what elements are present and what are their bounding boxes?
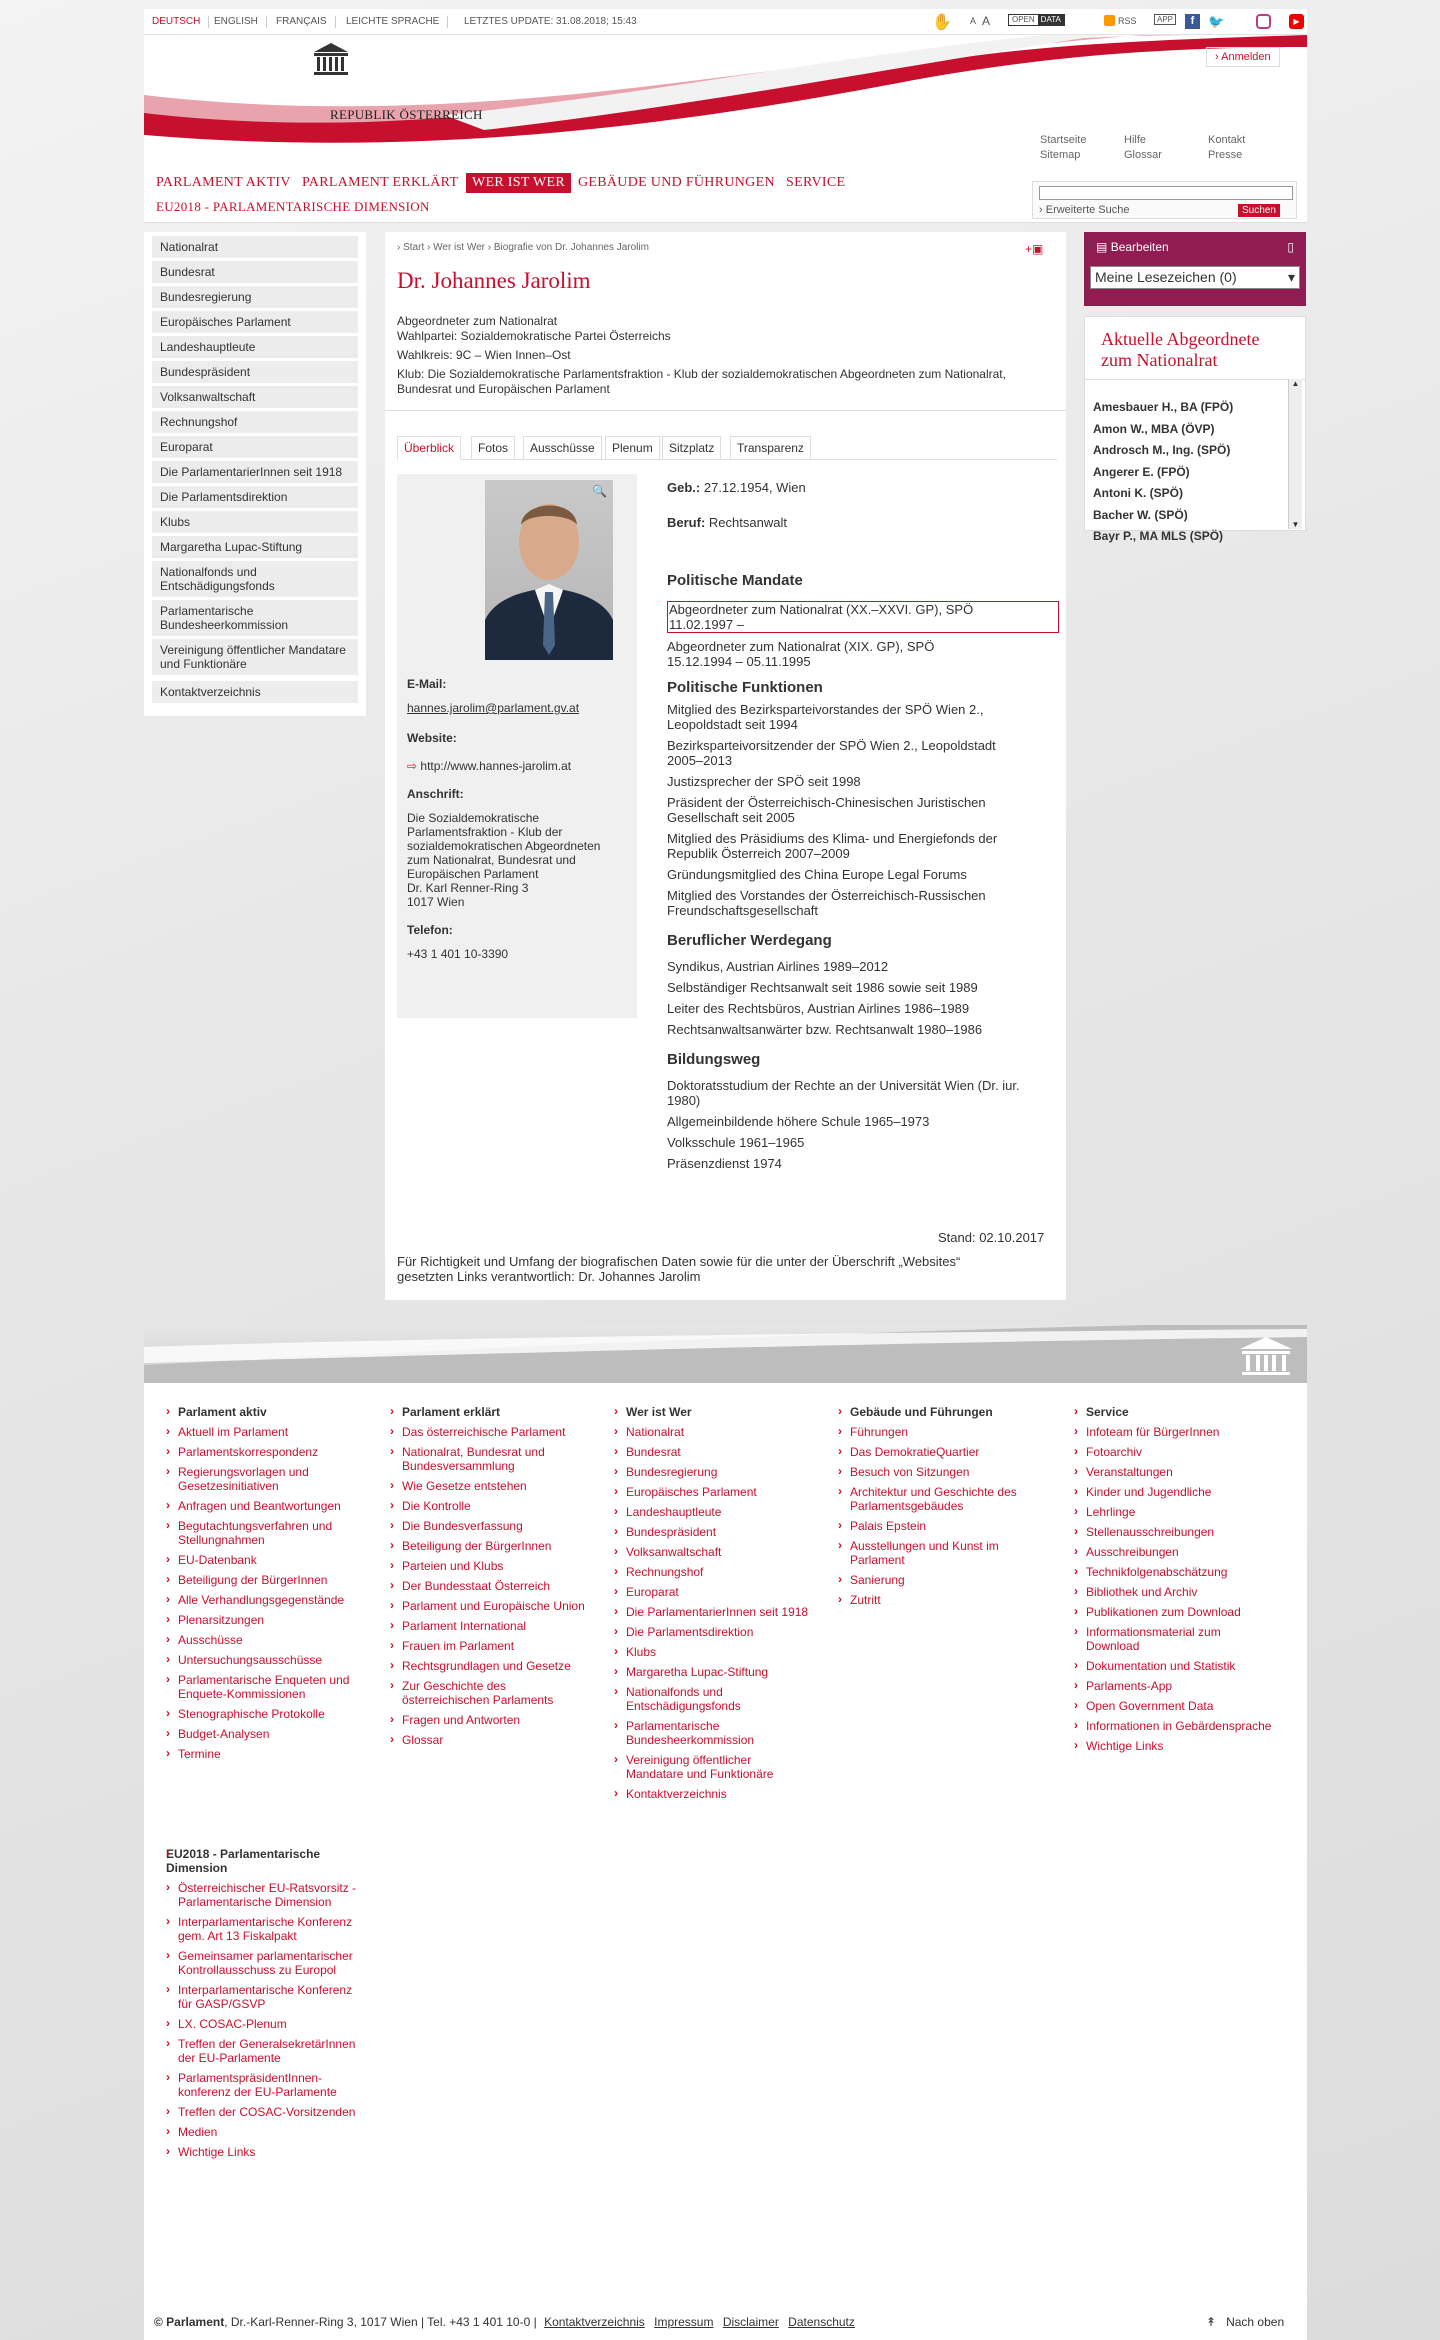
function-line: Mitglied des Bezirksparteivorstandes der SPÖ Wien 2., bbox=[667, 702, 984, 717]
sidebar-item[interactable]: Europarat bbox=[152, 436, 358, 458]
footer-link[interactable]: › Bundesregierung bbox=[614, 1465, 809, 1479]
function-item bbox=[667, 738, 1059, 768]
footer-banner bbox=[144, 1325, 1307, 1383]
bookmarks-select[interactable] bbox=[1090, 266, 1300, 289]
sign-language-icon[interactable]: ✋ bbox=[932, 14, 952, 31]
footer-link[interactable]: › Medien bbox=[166, 2125, 366, 2139]
footer-link[interactable]: › Ausschreibungen bbox=[1074, 1545, 1274, 1559]
contact-details bbox=[407, 677, 632, 961]
footer-link[interactable]: › Budget-Analysen bbox=[166, 1727, 361, 1741]
person-summary bbox=[397, 314, 1047, 397]
address-line: Dr. Karl Renner-Ring 3 bbox=[407, 881, 529, 895]
function-line: Gesellschaft seit 2005 bbox=[667, 810, 795, 825]
function-line: Leopoldstadt seit 1994 bbox=[667, 717, 798, 732]
nav-service[interactable]: SERVICE bbox=[786, 175, 846, 190]
footer-link[interactable]: › Alle Verhandlungsgegenstände bbox=[166, 1593, 361, 1607]
footer-link[interactable]: › Sanierung bbox=[838, 1573, 1033, 1587]
function-line: Mitglied des Vorstandes der Österreichisch-Russischen bbox=[667, 888, 986, 903]
login-button[interactable]: › Anmelden bbox=[1206, 47, 1280, 67]
function-item bbox=[667, 867, 1059, 882]
edit-label: Bearbeiten bbox=[1110, 240, 1169, 254]
logo-line-1: REPUBLIK ÖSTERREICH bbox=[330, 107, 483, 122]
footer-bottom bbox=[154, 2315, 855, 2329]
sidebar-item[interactable]: Parlamentarische Bundesheerkommission bbox=[152, 600, 358, 636]
footer-link[interactable]: Impressum bbox=[654, 2315, 714, 2329]
footer-column bbox=[390, 1405, 585, 1753]
footer-link[interactable]: › Parlaments-App bbox=[1074, 1679, 1274, 1693]
sidebar-item[interactable]: Rechnungshof bbox=[152, 411, 358, 433]
sidebar-item[interactable]: Bundespräsident bbox=[152, 361, 358, 383]
member-link[interactable]: Bacher W. (SPÖ) bbox=[1093, 507, 1188, 522]
footer-link[interactable]: › Parlamentarische Enqueten und Enquete-Kommissionen bbox=[166, 1673, 361, 1701]
education-line: Doktoratsstudium der Rechte an der Universität Wien (Dr. iur. bbox=[667, 1078, 1020, 1093]
footer-link[interactable]: › Aktuell im Parlament bbox=[166, 1425, 361, 1439]
scroll-down-icon[interactable]: ▼ bbox=[1291, 520, 1300, 529]
footer-link[interactable]: › Lehrlinge bbox=[1074, 1505, 1274, 1519]
lang-en[interactable]: ENGLISH bbox=[206, 16, 267, 28]
last-update: LETZTES UPDATE: 31.08.2018; 15:43 bbox=[464, 16, 637, 27]
nav-eu2018[interactable]: EU2018 - PARLAMENTARISCHE DIMENSION bbox=[156, 199, 430, 214]
bookmark-panel bbox=[1084, 232, 1306, 306]
function-line: Bezirksparteivorsitzender der SPÖ Wien 2., Leopoldstadt bbox=[667, 738, 996, 753]
footer-link[interactable]: › Infoteam für BürgerInnen bbox=[1074, 1425, 1274, 1439]
footer-link[interactable]: › Wie Gesetze entstehen bbox=[390, 1479, 585, 1493]
divider bbox=[1085, 379, 1305, 380]
bookmarks-value: Meine Lesezeichen (0) bbox=[1095, 269, 1237, 285]
function-line: 2005–2013 bbox=[667, 753, 733, 768]
function-line: Präsident der Österreichisch-Chinesischen Juristischen bbox=[667, 795, 986, 810]
footer-column bbox=[838, 1405, 1033, 1613]
footer-link[interactable]: › Führungen bbox=[838, 1425, 1033, 1439]
job-label: Beruf: bbox=[667, 515, 706, 530]
person-role: Abgeordneter zum Nationalrat bbox=[397, 314, 558, 328]
footer-link[interactable]: › Interparlamentarische Konferenz gem. Art 13 Fiskalpakt bbox=[166, 1915, 366, 1943]
phone-value: +43 1 401 10-3390 bbox=[407, 947, 509, 961]
career-item: Leiter des Rechtsbüros, Austrian Airlines 1986–1989 bbox=[667, 1001, 970, 1016]
footer-link[interactable]: › Fotoarchiv bbox=[1074, 1445, 1274, 1459]
footer-link[interactable]: › Bibliothek und Archiv bbox=[1074, 1585, 1274, 1599]
footer-column bbox=[614, 1405, 809, 1807]
footer-link[interactable]: › Parlamentskorrespondenz bbox=[166, 1445, 361, 1459]
scroll-up-icon[interactable]: ▲ bbox=[1291, 379, 1300, 388]
footer-link[interactable]: › Parlament und Europäische Union bbox=[390, 1599, 585, 1613]
education-item: Allgemeinbildende höhere Schule 1965–1973 bbox=[667, 1114, 930, 1129]
education-line: 1980) bbox=[667, 1093, 701, 1108]
nav-parlament-aktiv[interactable]: PARLAMENT AKTIV bbox=[156, 175, 291, 190]
link-kontakt[interactable]: Kontakt bbox=[1208, 134, 1246, 146]
member-link[interactable]: Androsch M., Ing. (SPÖ) bbox=[1093, 443, 1231, 457]
address-line: Die Sozialdemokratische bbox=[407, 811, 540, 825]
youtube-icon[interactable]: ▶ bbox=[1289, 14, 1304, 29]
font-large-button[interactable]: A bbox=[982, 14, 991, 28]
function-line: Republik Österreich 2007–2009 bbox=[667, 846, 850, 861]
site-header bbox=[144, 35, 1307, 165]
footer-link[interactable]: › Die Kontrolle bbox=[390, 1499, 585, 1513]
footer-link[interactable]: › Termine bbox=[166, 1747, 361, 1761]
footer-link[interactable]: › Die Bundesverfassung bbox=[390, 1519, 585, 1533]
website-label: Website: bbox=[407, 731, 457, 745]
tab-plenum[interactable]: Plenum bbox=[605, 436, 660, 460]
back-to-top-button[interactable] bbox=[1206, 2315, 1284, 2329]
sidebar-item[interactable]: Landeshauptleute bbox=[152, 336, 358, 358]
lang-easy[interactable]: LEICHTE SPRACHE bbox=[338, 16, 448, 28]
footer-link[interactable]: › Treffen der GeneralsekretärInnen der EU-Parlamente bbox=[166, 2037, 366, 2065]
footer-link[interactable]: › Europarat bbox=[614, 1585, 809, 1599]
footer-link[interactable]: › Fragen und Antworten bbox=[390, 1713, 585, 1727]
footer-link[interactable]: › Glossar bbox=[390, 1733, 585, 1747]
search-input[interactable] bbox=[1039, 186, 1293, 200]
sidebar-item[interactable]: Europäisches Parlament bbox=[152, 311, 358, 333]
facebook-icon[interactable]: f bbox=[1185, 14, 1200, 29]
footer-link[interactable]: › Stenographische Protokolle bbox=[166, 1707, 361, 1721]
function-item bbox=[667, 702, 1059, 732]
bookmark-add-icon[interactable]: +▣ bbox=[1025, 242, 1044, 256]
footer-link[interactable]: › Technikfolgenabschätzung bbox=[1074, 1565, 1274, 1579]
address-line: Parlamentsfraktion - Klub der bbox=[407, 825, 563, 839]
footer-link[interactable]: › Landeshauptleute bbox=[614, 1505, 809, 1519]
footer-link[interactable]: › Kontaktverzeichnis bbox=[614, 1787, 809, 1801]
education-item bbox=[667, 1078, 1059, 1108]
lang-fr[interactable]: FRANÇAIS bbox=[268, 16, 336, 28]
expand-icon: ▯ bbox=[1287, 240, 1294, 254]
address-line: sozialdemokratischen Abgeordneten bbox=[407, 839, 601, 853]
person-district: Wahlkreis: 9C – Wien Innen–Ost bbox=[397, 348, 571, 362]
parliament-logo-icon[interactable] bbox=[312, 43, 350, 77]
footer-link[interactable]: › Treffen der COSAC-Vorsitzenden bbox=[166, 2105, 366, 2119]
link-hilfe[interactable]: Hilfe bbox=[1124, 134, 1147, 146]
footer-column-title[interactable]: › Parlament aktiv bbox=[166, 1405, 361, 1419]
sidebar-item[interactable]: Volksanwaltschaft bbox=[152, 386, 358, 408]
sidebar-item[interactable]: Klubs bbox=[152, 511, 358, 533]
link-startseite[interactable]: Startseite bbox=[1040, 134, 1087, 146]
footer-link[interactable]: › Parlament International bbox=[390, 1619, 585, 1633]
function-item bbox=[667, 774, 1059, 789]
address-line: 1017 Wien bbox=[407, 895, 465, 909]
footer-link[interactable]: › Rechtsgrundlagen und Gesetze bbox=[390, 1659, 585, 1673]
footer-link[interactable]: › Open Government Data bbox=[1074, 1699, 1274, 1713]
footer-link[interactable]: › Anfragen und Beantwortungen bbox=[166, 1499, 361, 1513]
education-item: Volksschule 1961–1965 bbox=[667, 1135, 805, 1150]
career-item: Syndikus, Austrian Airlines 1989–2012 bbox=[667, 959, 889, 974]
footer-link[interactable]: › Ausschüsse bbox=[166, 1633, 361, 1647]
main-content bbox=[385, 232, 1066, 1300]
footer-link[interactable]: › Ausstellungen und Kunst im Parlament bbox=[838, 1539, 1033, 1567]
website-link[interactable]: http://www.hannes-jarolim.at bbox=[420, 759, 572, 773]
footer-link[interactable]: › Bundespräsident bbox=[614, 1525, 809, 1539]
footer-column-title[interactable]: › Service bbox=[1074, 1405, 1274, 1419]
breadcrumb-item: Biografie von Dr. Johannes Jarolim bbox=[493, 242, 649, 253]
logo-line-2: Parlament bbox=[330, 125, 383, 140]
footer-link[interactable]: › Europäisches Parlament bbox=[614, 1485, 809, 1499]
divider bbox=[385, 410, 1066, 411]
career-item: Rechtsanwaltsanwärter bzw. Rechtsanwalt 1980–1986 bbox=[667, 1022, 983, 1037]
born-value: 27.12.1954, Wien bbox=[703, 480, 806, 495]
footer-link[interactable]: › Veranstaltungen bbox=[1074, 1465, 1274, 1479]
education-title: Bildungsweg bbox=[667, 1051, 761, 1068]
footer-link[interactable]: › Besuch von Sitzungen bbox=[838, 1465, 1033, 1479]
function-line: Freundschaftsgesellschaft bbox=[667, 903, 819, 918]
app-link[interactable]: APP bbox=[1154, 14, 1176, 25]
footer-link[interactable]: › Palais Epstein bbox=[838, 1519, 1033, 1533]
email-label: E-Mail: bbox=[407, 677, 447, 691]
footer-swoosh bbox=[144, 1325, 1307, 1383]
edit-row[interactable] bbox=[1090, 238, 1300, 256]
footer-link[interactable]: › Beteiligung der BürgerInnen bbox=[166, 1573, 361, 1587]
footer-link[interactable]: › Stellenausschreibungen bbox=[1074, 1525, 1274, 1539]
open-data-button[interactable] bbox=[1008, 14, 1065, 26]
footer-link[interactable]: › Nationalrat, Bundesrat und Bundesversammlung bbox=[390, 1445, 585, 1473]
function-line: Gründungsmitglied des China Europe Legal Forums bbox=[667, 867, 967, 882]
sidebar-item[interactable]: Bundesrat bbox=[152, 261, 358, 283]
footer-link[interactable]: › Nationalfonds und Entschädigungsfonds bbox=[614, 1685, 809, 1713]
footer-link[interactable]: › ParlamentspräsidentInnen-konferenz der EU-Parlamente bbox=[166, 2071, 366, 2099]
footer-link[interactable]: › Architektur und Geschichte des Parlamentsgebäudes bbox=[838, 1485, 1033, 1513]
member-link[interactable]: Bayr P., MA MLS (SPÖ) bbox=[1093, 529, 1224, 543]
function-item bbox=[667, 888, 1059, 918]
footer-link[interactable]: › Die ParlamentarierInnen seit 1918 bbox=[614, 1605, 809, 1619]
functions-title: Politische Funktionen bbox=[667, 679, 823, 696]
mandate-text: Abgeordneter zum Nationalrat (XIX. GP), SPÖ bbox=[667, 639, 935, 654]
footer-link[interactable]: › Frauen im Parlament bbox=[390, 1639, 585, 1653]
footer-link[interactable]: › Zur Geschichte des österreichischen Parlaments bbox=[390, 1679, 585, 1707]
footer-link[interactable]: › Die Parlamentsdirektion bbox=[614, 1625, 809, 1639]
email-link[interactable]: hannes.jarolim@parlament.gv.at bbox=[407, 701, 580, 715]
tab-bar bbox=[397, 436, 1057, 460]
login-label: Anmelden bbox=[1221, 51, 1271, 63]
footer-link[interactable]: › Volksanwaltschaft bbox=[614, 1545, 809, 1559]
footer-link[interactable]: › Gemeinsamer parlamentarischer Kontrollausschuss zu Europol bbox=[166, 1949, 366, 1977]
mandate-item bbox=[667, 601, 1059, 633]
stand-date: Stand: 02.10.2017 bbox=[938, 1230, 1045, 1245]
mandate-date: 15.12.1994 – 05.11.1995 bbox=[667, 654, 811, 669]
footer-link[interactable]: › Dokumentation und Statistik bbox=[1074, 1659, 1274, 1673]
back-to-top-label: Nach oben bbox=[1226, 2315, 1285, 2329]
footer-link[interactable]: › Parteien und Klubs bbox=[390, 1559, 585, 1573]
footer-column bbox=[1074, 1405, 1274, 1759]
footer-link[interactable]: › EU-Datenbank bbox=[166, 1553, 361, 1567]
address-label: Anschrift: bbox=[407, 787, 464, 801]
open-data-label-2: DATA bbox=[1038, 15, 1064, 25]
address-line: zum Nationalrat, Bundesrat und bbox=[407, 853, 576, 867]
function-line: Mitglied des Präsidiums des Klima- und Energiefonds der bbox=[667, 831, 998, 846]
member-link[interactable]: Amesbauer H., BA (FPÖ) bbox=[1093, 400, 1234, 414]
breadcrumb-item[interactable]: Start bbox=[403, 242, 425, 253]
sidebar-item[interactable]: Nationalrat bbox=[152, 236, 358, 258]
search-button[interactable]: Suchen bbox=[1238, 204, 1280, 217]
advanced-search-link[interactable]: › Erweiterte Suche bbox=[1039, 204, 1130, 216]
footer-link[interactable]: › Wichtige Links bbox=[1074, 1739, 1274, 1753]
font-small-button[interactable]: A bbox=[970, 16, 977, 26]
footer-link[interactable]: › Begutachtungsverfahren und Stellungnahmen bbox=[166, 1519, 361, 1547]
born-label: Geb.: bbox=[667, 480, 701, 495]
phone-label: Telefon: bbox=[407, 923, 453, 937]
footer-column-title[interactable]: › Gebäude und Führungen bbox=[838, 1405, 1033, 1419]
footer-column bbox=[166, 1405, 361, 1767]
footer-eu-column bbox=[166, 1847, 366, 2165]
arrow-up-icon: ↟ bbox=[1206, 2315, 1217, 2329]
function-item bbox=[667, 831, 1059, 861]
footer-link[interactable]: › Informationsmaterial zum Download bbox=[1074, 1625, 1274, 1653]
footer-link[interactable]: › Das DemokratieQuartier bbox=[838, 1445, 1033, 1459]
disclaimer bbox=[397, 1254, 1057, 1284]
sidebar bbox=[144, 232, 366, 716]
search-box bbox=[1032, 181, 1297, 219]
nav-gebaeude[interactable]: GEBÄUDE UND FÜHRUNGEN bbox=[578, 175, 775, 190]
education-item: Präsenzdienst 1974 bbox=[667, 1156, 782, 1171]
footer-link[interactable]: › Informationen in Gebärdensprache bbox=[1074, 1719, 1274, 1733]
tab-fotos[interactable]: Fotos bbox=[471, 436, 515, 460]
footer-link[interactable]: › Rechnungshof bbox=[614, 1565, 809, 1579]
sidebar-item[interactable]: Die Parlamentsdirektion bbox=[152, 486, 358, 508]
footer-link[interactable]: › Das österreichische Parlament bbox=[390, 1425, 585, 1439]
zoom-icon[interactable]: 🔍 bbox=[592, 484, 607, 498]
current-members-panel bbox=[1084, 316, 1306, 543]
tab-transparenz[interactable]: Transparenz bbox=[730, 436, 811, 460]
link-presse[interactable]: Presse bbox=[1208, 149, 1243, 161]
footer-link[interactable]: › Klubs bbox=[614, 1645, 809, 1659]
title-line: Aktuelle Abgeordnete bbox=[1101, 329, 1260, 349]
nav-parlament-erklaert[interactable]: PARLAMENT ERKLÄRT bbox=[302, 175, 459, 190]
open-data-label: OPEN bbox=[1012, 15, 1035, 24]
mandate-text: Abgeordneter zum Nationalrat (XX.–XXVI. GP), SPÖ bbox=[669, 602, 974, 617]
person-club: Klub: Die Sozialdemokratische Parlamentsfraktion - Klub der sozialdemokratischen Abgeordneten zum Nationalrat, Bundesrat und Europäischen Parlament bbox=[397, 367, 1006, 396]
job-value: Rechtsanwalt bbox=[708, 515, 787, 530]
contact-panel bbox=[397, 474, 637, 1018]
page-title: Dr. Johannes Jarolim bbox=[397, 268, 591, 293]
tab-sitzplatz[interactable]: Sitzplatz bbox=[662, 436, 721, 460]
members-list bbox=[1093, 397, 1283, 543]
person-party: Wahlpartei: Sozialdemokratische Partei Österreichs bbox=[397, 329, 671, 343]
footer-link[interactable]: › Bundesrat bbox=[614, 1445, 809, 1459]
address-block bbox=[407, 811, 632, 909]
footer-link[interactable]: › Kinder und Jugendliche bbox=[1074, 1485, 1274, 1499]
main-nav bbox=[144, 165, 1307, 223]
twitter-icon[interactable]: 🐦 bbox=[1208, 14, 1225, 29]
footer-address: , Dr.-Karl-Renner-Ring 3, 1017 Wien | Tel. +43 1 401 10-0 | bbox=[224, 2315, 537, 2329]
address-line: Europäischen Parlament bbox=[407, 867, 539, 881]
function-line: Justizsprecher der SPÖ seit 1998 bbox=[667, 774, 861, 789]
footer-link[interactable]: › Österreichischer EU-Ratsvorsitz - Parlamentarische Dimension bbox=[166, 1881, 366, 1909]
sidebar-item[interactable]: Die ParlamentarierInnen seit 1918 bbox=[152, 461, 358, 483]
breadcrumb: › Start › Wer ist Wer › Biografie von Dr. Johannes Jarolim bbox=[397, 242, 649, 253]
site-footer bbox=[144, 1325, 1307, 2340]
portrait-photo[interactable] bbox=[485, 480, 613, 660]
sidebar-item[interactable]: Bundesregierung bbox=[152, 286, 358, 308]
footer-link[interactable]: Disclaimer bbox=[722, 2315, 779, 2329]
footer-link[interactable]: › Beteiligung der BürgerInnen bbox=[390, 1539, 585, 1553]
site-logo[interactable] bbox=[330, 107, 483, 141]
edit-icon: ▤ bbox=[1096, 240, 1108, 254]
footer-link[interactable]: › Nationalrat bbox=[614, 1425, 809, 1439]
footer-link[interactable]: › LX. COSAC-Plenum bbox=[166, 2017, 366, 2031]
footer-link[interactable]: › Regierungsvorlagen und Gesetzesinitiativen bbox=[166, 1465, 361, 1493]
footer-link[interactable]: › Wichtige Links bbox=[166, 2145, 366, 2159]
lang-de[interactable]: DEUTSCH bbox=[144, 16, 209, 28]
mandate-date: 11.02.1997 – bbox=[669, 617, 744, 632]
footer-link[interactable]: › Vereinigung öffentlicher Mandatare und Funktionäre bbox=[614, 1753, 809, 1781]
top-bar bbox=[144, 9, 1307, 35]
footer-link[interactable]: Kontaktverzeichnis bbox=[544, 2315, 645, 2329]
mandate-item bbox=[667, 639, 1059, 669]
external-link-icon: ⇨ bbox=[407, 759, 418, 773]
nav-wer-ist-wer[interactable]: WER IST WER bbox=[466, 173, 571, 193]
mandates-title: Politische Mandate bbox=[667, 572, 803, 589]
title-line: zum Nationalrat bbox=[1101, 350, 1218, 370]
sidebar-item[interactable]: Kontaktverzeichnis bbox=[152, 681, 358, 703]
footer-link[interactable]: › Der Bundesstaat Österreich bbox=[390, 1579, 585, 1593]
footer-link[interactable]: › Margaretha Lupac-Stiftung bbox=[614, 1665, 809, 1679]
bio-column bbox=[667, 480, 1059, 1171]
footer-column-title[interactable]: › EU2018 - Parlamentarische Dimension bbox=[166, 1847, 366, 1875]
current-members-title bbox=[1085, 317, 1305, 371]
tab-ueberblick[interactable]: Überblick bbox=[397, 436, 461, 460]
copyright: © Parlament bbox=[154, 2315, 225, 2329]
member-link[interactable]: Angerer E. (FPÖ) bbox=[1093, 464, 1190, 479]
sidebar-item[interactable]: Vereinigung öffentlicher Mandatare und Funktionäre bbox=[152, 639, 358, 675]
footer-link[interactable]: › Parlamentarische Bundesheerkommission bbox=[614, 1719, 809, 1747]
link-glossar[interactable]: Glossar bbox=[1124, 149, 1162, 161]
disclaimer-line: Für Richtigkeit und Umfang der biografischen Daten sowie für die unter der Überschrift „Websites“ bbox=[397, 1254, 961, 1269]
instagram-icon[interactable] bbox=[1256, 14, 1271, 29]
footer-link[interactable]: › Plenarsitzungen bbox=[166, 1613, 361, 1627]
function-item bbox=[667, 795, 1059, 825]
career-title: Beruflicher Werdegang bbox=[667, 932, 832, 949]
rss-link[interactable]: RSS bbox=[1118, 16, 1137, 26]
rss-icon[interactable] bbox=[1104, 15, 1115, 26]
members-scrollbar[interactable] bbox=[1288, 379, 1302, 529]
footer-link[interactable]: Datenschutz bbox=[788, 2315, 855, 2329]
breadcrumb-item[interactable]: Wer ist Wer bbox=[433, 242, 485, 253]
tab-ausschuesse[interactable]: Ausschüsse bbox=[523, 436, 602, 460]
sidebar-item[interactable]: Nationalfonds und Entschädigungsfonds bbox=[152, 561, 358, 597]
member-link[interactable]: Antoni K. (SPÖ) bbox=[1093, 486, 1183, 500]
member-link[interactable]: Amon W., MBA (ÖVP) bbox=[1093, 421, 1215, 436]
career-item: Selbständiger Rechtsanwalt seit 1986 sowie seit 1989 bbox=[667, 980, 978, 995]
footer-link[interactable]: › Interparlamentarische Konferenz für GASP/GSVP bbox=[166, 1983, 366, 2011]
chevron-down-icon: ▾ bbox=[1287, 269, 1295, 285]
sidebar-item[interactable]: Margaretha Lupac-Stiftung bbox=[152, 536, 358, 558]
footer-logo-icon[interactable] bbox=[1238, 1337, 1294, 1380]
footer-link[interactable]: › Publikationen zum Download bbox=[1074, 1605, 1274, 1619]
footer-column-title[interactable]: › Parlament erklärt bbox=[390, 1405, 585, 1419]
link-sitemap[interactable]: Sitemap bbox=[1040, 149, 1081, 161]
footer-column-title[interactable]: › Wer ist Wer bbox=[614, 1405, 809, 1419]
footer-link[interactable]: › Untersuchungsausschüsse bbox=[166, 1653, 361, 1667]
advanced-search-label: Erweiterte Suche bbox=[1045, 204, 1130, 216]
footer-link[interactable]: › Zutritt bbox=[838, 1593, 1033, 1607]
disclaimer-line: gesetzten Links verantwortlich: Dr. Johannes Jarolim bbox=[397, 1269, 701, 1284]
